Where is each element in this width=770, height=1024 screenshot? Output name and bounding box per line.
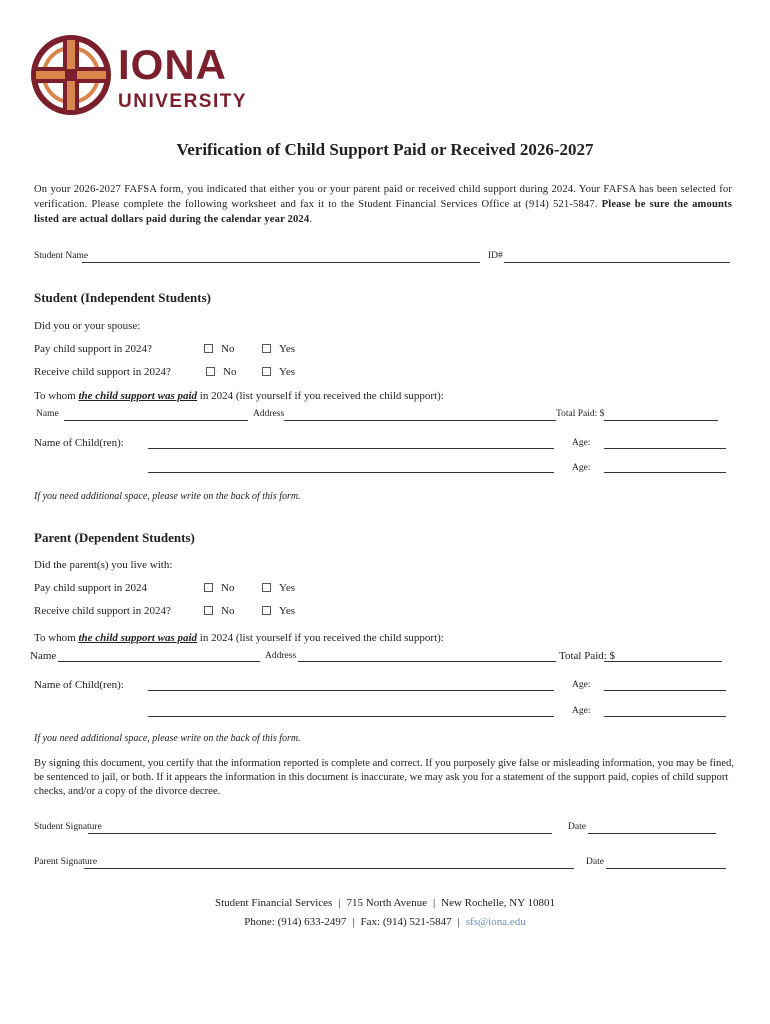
student-age-1-label: Age: [572,438,591,448]
student-address-label: Address [253,409,285,419]
parent-receive-yes-checkbox[interactable]: Yes [262,605,295,617]
parent-receive-no-checkbox[interactable]: No [204,605,234,617]
student-children-label: Name of Child(ren): [34,437,124,449]
parent-age-2-field[interactable] [604,716,726,717]
student-date-label: Date [568,822,586,832]
parent-date-label: Date [586,857,604,867]
student-total-label: Total Paid: $ [556,409,605,419]
student-pay-question: Pay child support in 2024? [34,343,152,355]
intro-paragraph: On your 2026-2027 FAFSA form, you indicated that either you or your parent paid or received child support during 2024. Your FAFSA has been selected for verification. Please complete the following worksheet and fax it to the Student Financial Services Office at (914) 521-5847. Please be sure the amounts listed are actual dollars paid during the calendar year 2024. [34,184,732,225]
student-child-1-field[interactable] [148,448,554,449]
footer-contact: Phone: (914) 633-2497 | Fax: (914) 521-5847 | sfs@iona.edu [244,916,526,928]
parent-to-whom-label: To whom the child support was paid in 2024 (list yourself if you received the child support): [34,632,444,644]
student-pay-no-checkbox[interactable]: No [204,343,234,355]
student-section-heading: Student (Independent Students) [34,290,211,305]
student-date-field[interactable] [588,833,716,834]
parent-section-heading: Parent (Dependent Students) [34,530,195,545]
student-age-2-label: Age: [572,463,591,473]
student-receive-question: Receive child support in 2024? [34,366,171,378]
student-name-label: Student Name [34,251,89,261]
parent-age-2-label: Age: [572,706,591,716]
parent-payee-name-label: Name [30,650,57,662]
student-name-field[interactable] [82,262,480,263]
student-age-2-field[interactable] [604,472,726,473]
parent-payee-name-field[interactable] [58,661,260,662]
parent-prompt: Did the parent(s) you live with: [34,559,173,571]
student-total-field[interactable] [604,420,718,421]
parent-age-1-label: Age: [572,680,591,690]
student-signature-label: Student Signature [34,822,102,832]
student-pay-yes-checkbox[interactable]: Yes [262,343,295,355]
parent-children-label: Name of Child(ren): [34,679,124,691]
parent-signature-field[interactable] [84,868,574,869]
parent-signature-label: Parent Signature [34,857,98,867]
parent-total-field[interactable] [604,661,722,662]
parent-receive-question: Receive child support in 2024? [34,605,171,617]
id-field[interactable] [504,262,730,263]
parent-age-1-field[interactable] [604,690,726,691]
parent-pay-question: Pay child support in 2024 [34,582,148,594]
parent-child-1-field[interactable] [148,690,554,691]
logo-wordmark: IONA [118,41,227,88]
footer-address: Student Financial Services | 715 North Avenue | New Rochelle, NY 10801 [214,897,556,909]
parent-date-field[interactable] [606,868,726,869]
parent-pay-yes-checkbox[interactable]: Yes [262,582,295,594]
student-space-note: If you need additional space, please write on the back of this form. [34,491,301,502]
student-address-field[interactable] [284,420,556,421]
logo-subtitle: UNIVERSITY [118,91,248,112]
student-payee-name-label: Name [36,409,59,419]
student-child-2-field[interactable] [148,472,554,473]
id-label: ID# [488,251,503,261]
parent-total-label: Total Paid: $ [559,650,616,662]
certification-statement: By signing this document, you certify that the information reported is complete and correct. If you purposely give false or misleading information, you may be fined, be sentenced to jail, or both. If it appears the information in this document is inaccurate, we may ask you for a statement of the support paid, copies of child support checks, and/or a copy of the divorce decree. [34,758,734,797]
parent-space-note: If you need additional space, please write on the back of this form. [34,733,301,744]
parent-child-2-field[interactable] [148,716,554,717]
page-title: Verification of Child Support Paid or Received 2026-2027 [176,140,594,159]
student-prompt: Did you or your spouse: [34,320,141,332]
student-age-1-field[interactable] [604,448,726,449]
parent-address-field[interactable] [298,661,556,662]
student-payee-name-field[interactable] [64,420,248,421]
parent-pay-no-checkbox[interactable]: No [204,582,234,594]
student-receive-no-checkbox[interactable]: No [206,366,236,378]
iona-logo-seal [30,34,112,116]
email-link[interactable]: sfs@iona.edu [465,916,526,928]
parent-address-label: Address [265,651,297,661]
student-to-whom-label: To whom the child support was paid in 2024 (list yourself if you received the child support): [34,390,444,402]
student-signature-field[interactable] [88,833,552,834]
student-receive-yes-checkbox[interactable]: Yes [262,366,295,378]
